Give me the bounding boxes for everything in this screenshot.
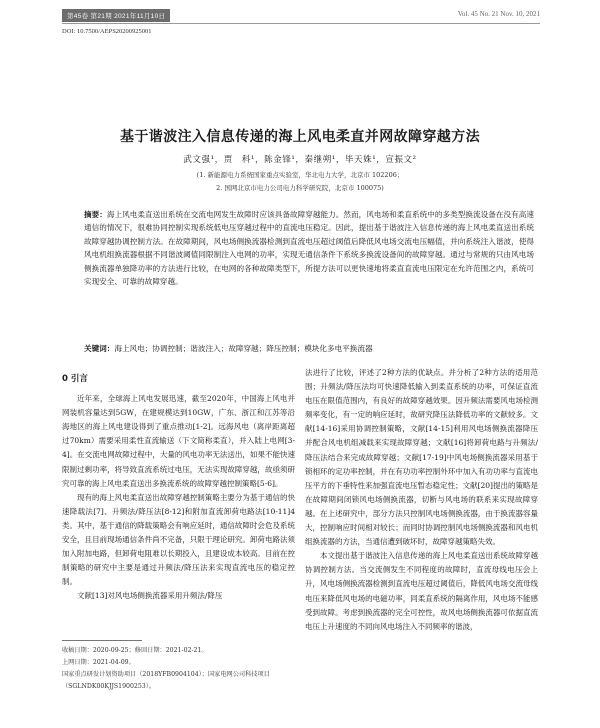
footnote: 收稿日期：2020-09-25；修回日期：2021-02-21。 bbox=[62, 647, 208, 654]
running-header bbox=[62, 0, 540, 28]
footnote: 国家重点研发计划资助项目（2018YFB0904104）；国家电网公司科技项目（SGLNDK00KJJS1900253）。 bbox=[62, 671, 270, 690]
section-heading: 0 引言 bbox=[62, 374, 88, 384]
keywords-text: 海上风电；协调控制；谐波注入；故障穿越；降压控制；模块化多电平换流器 bbox=[114, 344, 373, 353]
doi: DOI: 10.7500/AEPS20200925001 bbox=[62, 28, 152, 35]
paragraph: 本文提出基于谐波注入信息传递的海上风电柔直送出系统故障穿越协调控制方法。当交流侧发生不同程度的故障时，直流母线电压会上升，风电场侧换流器检测到直流电压超过阈值后，降低风电场交流母线电压来降低风电场的电磁功率，同柔直系统的隔离作用，风电场不能感受到故障。考虑到换流器的完全可控性，故风电场侧换流器可依据直流电压上升速度的不同向风电场注入不同频率的谐波， bbox=[305, 551, 538, 631]
abstract-label: 摘要： bbox=[84, 210, 107, 219]
header-rule bbox=[62, 23, 540, 24]
footnote-rule bbox=[62, 640, 142, 641]
paragraph: 现有的海上风电柔直送出故障穿越控制策略主要分为基于通信的快速降载法[7]、升频法/降压法[8-12]和附加直流卸荷电路法[10-11]4类。其中，基于通信的降载策略会有响应延时，通信故障时会危及系统安全，且目前现场通信条件尚不完备，只限于理论研究。卸荷电路法须加入附加电路，但卸荷电阻难以长期投入，且建设成本较高。目前在控制策略的研究中主要是通过升频法/降压法来实现直流电压的稳定控制。 bbox=[62, 492, 295, 587]
keywords bbox=[84, 343, 534, 354]
author-list: 武文强¹，贾 科¹，陈金锋¹，秦继朔¹，毕天姝¹，宣振文² bbox=[183, 155, 417, 165]
issue-label: 第45卷 第21期 2021年11月10日 bbox=[62, 9, 170, 22]
footnote: 上网日期：2021-04-09。 bbox=[62, 659, 135, 666]
paragraph: 法进行了比较，评述了2种方法的优缺点。并分析了2种方法的适用范围；升频法/降压法均可快速降低输入到柔直系统的功率，可保证直流电压在限值范围内，有良好的故障穿越效果。因升频法需要风电场检测频率变化，有一定的响应延时，故研究降压法降低功率的文献较多。文献[14-16]采用协调控制策略，文献[14-15]利用风电场侧换流器降压并配合风电机组减载来实现故障穿越；文献[16]将卸荷电路与升频法/降压法结合来完成故障穿越；文献[17-19]中风电场侧换流器采用基于锁相环的定功率控制，并在有功功率控制外环中加入有功功率与直流电压平方的下垂特性来加强直流电压暂态稳定性；文献[20]提出的策略是在故障期间闭锁风电场侧换流器，切断与风电场的联系来实现故障穿越。在上述研究中，部分方法只控制风电场侧换流器，由于换流器容量大，控制响应时间相对较长；而同时协调控制风电场侧换流器和风电机组换流器的方法，当通信遭到破坏时，故障穿越策略失效。 bbox=[305, 368, 538, 547]
abstract-text: 海上风电柔直送出系统在交流电网发生故障时应该具备故障穿越能力。然而，风电场和柔直系统中的多类型换流设备在没有高速通信的情况下，很难协同控制实现系统低电压穿越过程中的直流电压稳定。因此，提出基于谐波注入信息传递的海上风电柔直送出系统故障穿越协调控制方法。在故障期间，风电场侧换流器检测到直流电压超过阈值后降低风电场交流电压幅值，并向系统注入谐波，使得风电机组换流器根据不同谐波阈值同限制注入电网的功率，实现无通信条件下系统多换流设备间的故障穿越。通过与常规的只由风电场侧换流器单独降功率的方法进行比较，在电网的各种故障类型下，所提方法可以更快速地将柔直直流电压限定在允许范围之内，系统可实现安全、可靠的故障穿越。 bbox=[84, 210, 535, 287]
abstract bbox=[84, 208, 534, 288]
affiliation-1: (1. 新能源电力系统国家重点实验室，华北电力大学，北京市 102206； bbox=[196, 171, 404, 179]
left-column bbox=[62, 370, 295, 604]
paragraph: 文献[13]对风电场侧换流器采用升频法/降压 bbox=[77, 591, 223, 601]
paper-title: 基于谐波注入信息传递的海上风电柔直并网故障穿越方法 bbox=[120, 129, 480, 145]
volume-label: Vol. 45 No. 21 Nov. 10, 2021 bbox=[457, 10, 540, 18]
footnotes bbox=[62, 645, 295, 693]
paragraph: 近年来，全球海上风电发展迅速，截至2020年，中国海上风电并网装机容量达到5GW，在建规模达到10GW，广东、浙江和江苏等沿海地区的海上风电建设得到了重点推动[1-2]。远海风电（离岸距离超过70km）需要采用柔性直流输送（下文简称柔直），并入陆上电网[3-4]。在交流电网故障过程中，大量的风电功率无法送出，如果不能快速限制过剩功率，将导致直流系统过电压，无法实现故障穿越，故亟须研究可靠的海上风电柔直送出多换流系统的故障穿越控制策略[5-6]。 bbox=[62, 394, 295, 488]
right-column bbox=[305, 366, 538, 634]
affiliation-2: 2. 国网北京市电力公司电力科学研究院，北京市 100075) bbox=[216, 184, 384, 192]
keywords-label: 关键词： bbox=[84, 344, 115, 353]
